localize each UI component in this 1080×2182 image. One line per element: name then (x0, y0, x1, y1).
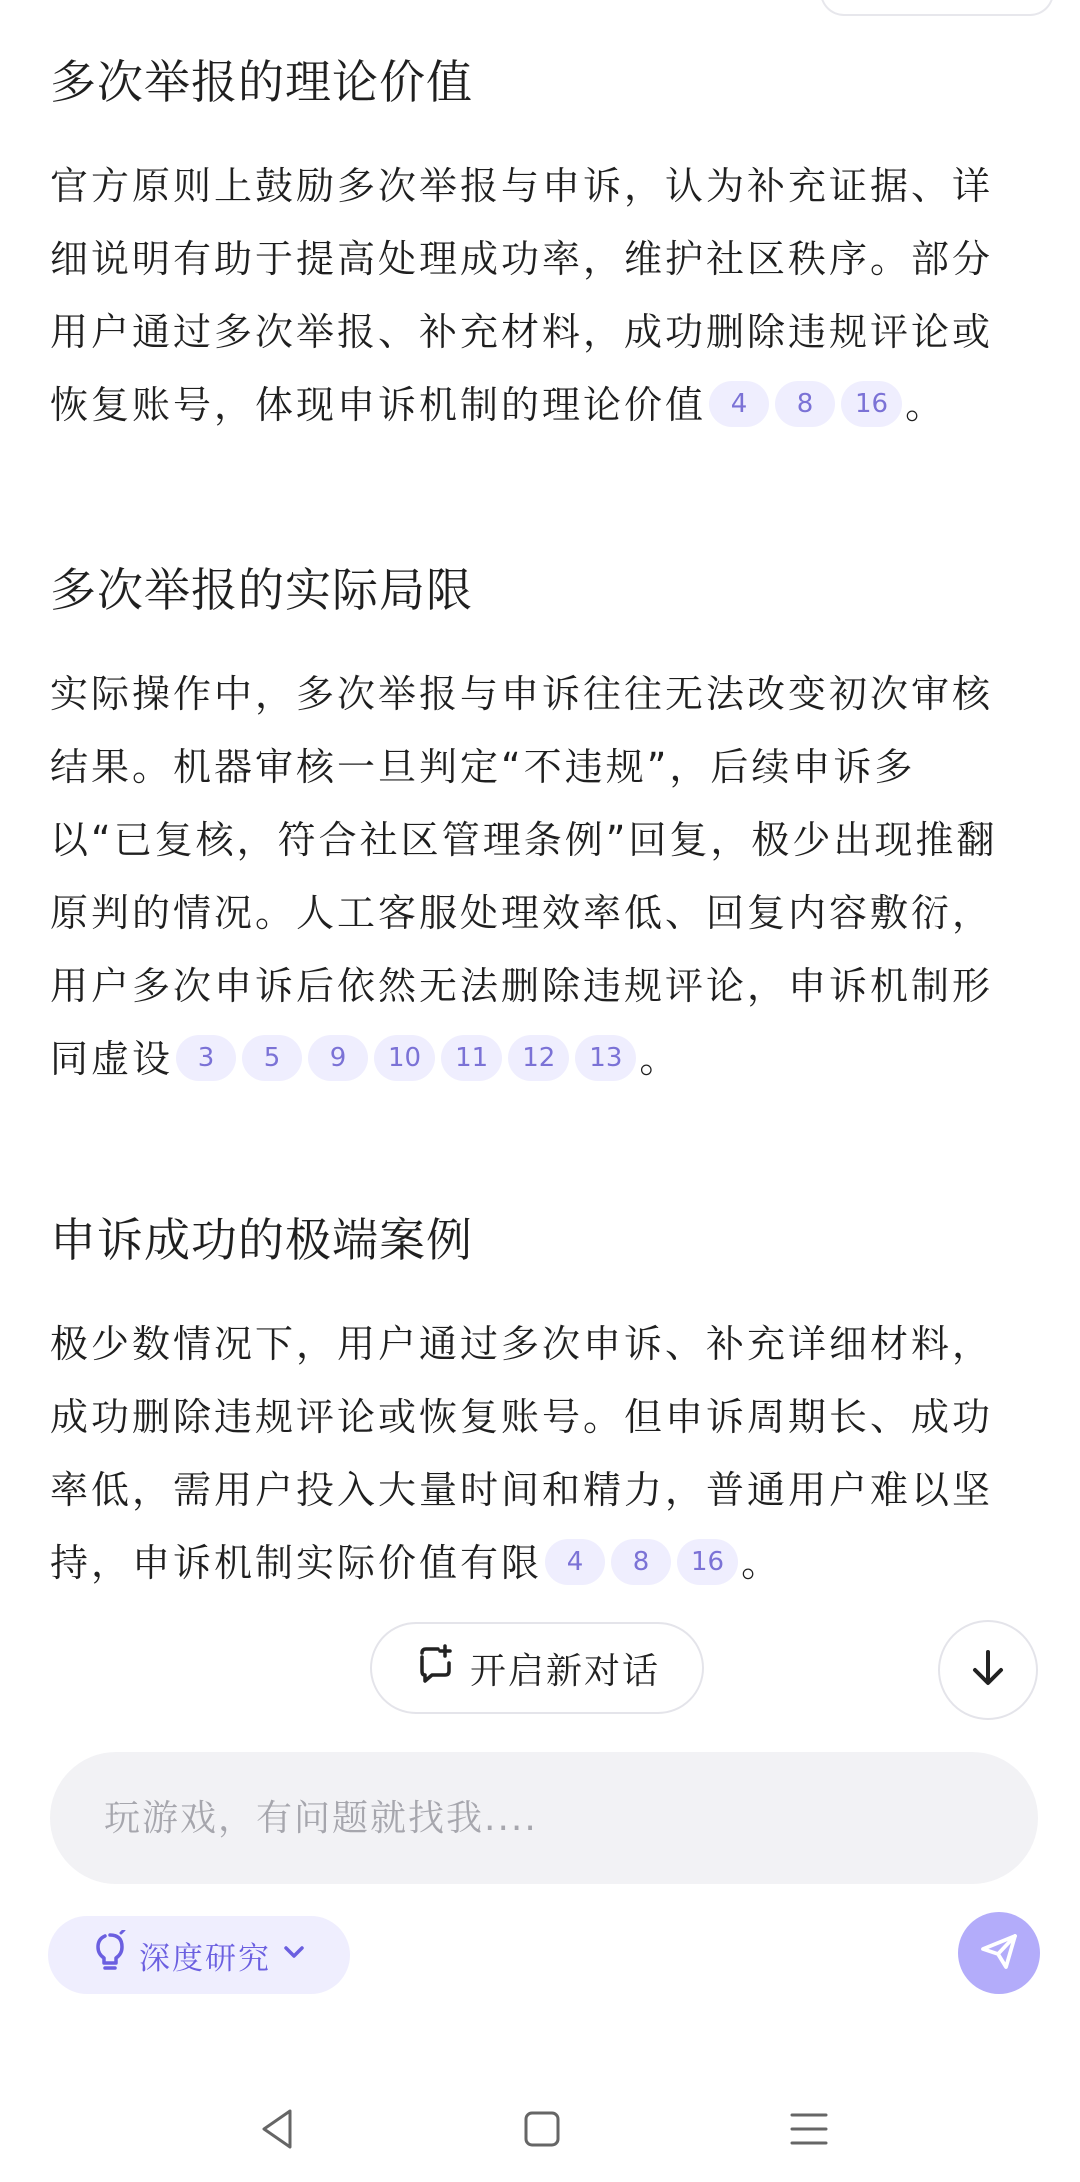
arrow-down-icon (966, 1646, 1010, 1694)
new-chat-button[interactable] (370, 1622, 704, 1714)
citation-badge[interactable]: 3 (176, 1035, 236, 1081)
citation-badge[interactable]: 5 (242, 1035, 302, 1081)
section-text: 官方原则上鼓励多次举报与申诉，认为补充证据、详细说明有助于提高处理成功率，维护社区秩序。部分用户通过多次举报、补充材料，成功删除违规评论或恢复账号，体现申诉机制的理论价值 (50, 164, 994, 427)
citation-badge[interactable]: 4 (545, 1539, 605, 1585)
chat-plus-icon (414, 1643, 456, 1694)
chat-input-container[interactable] (50, 1752, 1038, 1884)
section-title: 申诉成功的极端案例 (50, 1213, 473, 1267)
section-end-punct: 。 (905, 383, 944, 427)
nav-menu-button[interactable] (784, 2106, 834, 2156)
send-icon (977, 1929, 1021, 1977)
deep-research-toggle[interactable] (48, 1916, 350, 1994)
lightbulb-icon (91, 1930, 129, 1980)
citation-badge[interactable]: 8 (775, 381, 835, 427)
citation-badge[interactable]: 16 (841, 381, 902, 427)
section-title: 多次举报的实际局限 (50, 563, 473, 617)
citation-badge[interactable]: 11 (441, 1035, 502, 1081)
section-end-punct: 。 (741, 1541, 780, 1585)
citation-badge[interactable]: 4 (709, 381, 769, 427)
chat-input[interactable] (102, 1797, 1038, 1840)
citation-badge[interactable]: 13 (575, 1035, 636, 1081)
menu-icon (788, 2109, 830, 2153)
chevron-down-icon (281, 1937, 307, 1973)
citation-badge[interactable]: 10 (374, 1035, 435, 1081)
citation-badge[interactable]: 8 (611, 1539, 671, 1585)
section-body (50, 1308, 1010, 1600)
system-navigation-bar (0, 2082, 1080, 2182)
citation-badge[interactable]: 12 (508, 1035, 569, 1081)
section-body (50, 150, 1010, 442)
send-button[interactable] (958, 1912, 1040, 1994)
section-body (50, 658, 1010, 1096)
citation-badge[interactable]: 16 (677, 1539, 738, 1585)
section-title: 多次举报的理论价值 (50, 55, 473, 109)
nav-back-button[interactable] (253, 2106, 303, 2156)
scroll-down-button[interactable] (938, 1620, 1038, 1720)
new-chat-label: 开启新对话 (469, 1650, 660, 1692)
nav-home-button[interactable] (517, 2106, 567, 2156)
deep-research-label: 深度研究 (139, 1940, 271, 1977)
triangle-back-icon (258, 2107, 298, 2155)
section-text: 极少数情况下，用户通过多次申诉、补充详细材料，成功删除违规评论或恢复账号。但申诉周期长、成功率低，需用户投入大量时间和精力，普通用户难以坚持，申诉机制实际价值有限 (50, 1322, 994, 1585)
section-text: 实际操作中，多次举报与申诉往往无法改变初次审核结果。机器审核一旦判定“不违规”，后续申诉多以“已复核，符合社区管理条例”回复，极少出现推翻原判的情况。人工客服处理效率低、回复内容敷衍，用户多次申诉后依然无法删除违规评论，申诉机制形同虚设 (50, 672, 998, 1081)
section-end-punct: 。 (639, 1037, 678, 1081)
top-bubble-edge (820, 0, 1054, 16)
citation-badge[interactable]: 9 (308, 1035, 368, 1081)
square-home-icon (522, 2109, 562, 2153)
